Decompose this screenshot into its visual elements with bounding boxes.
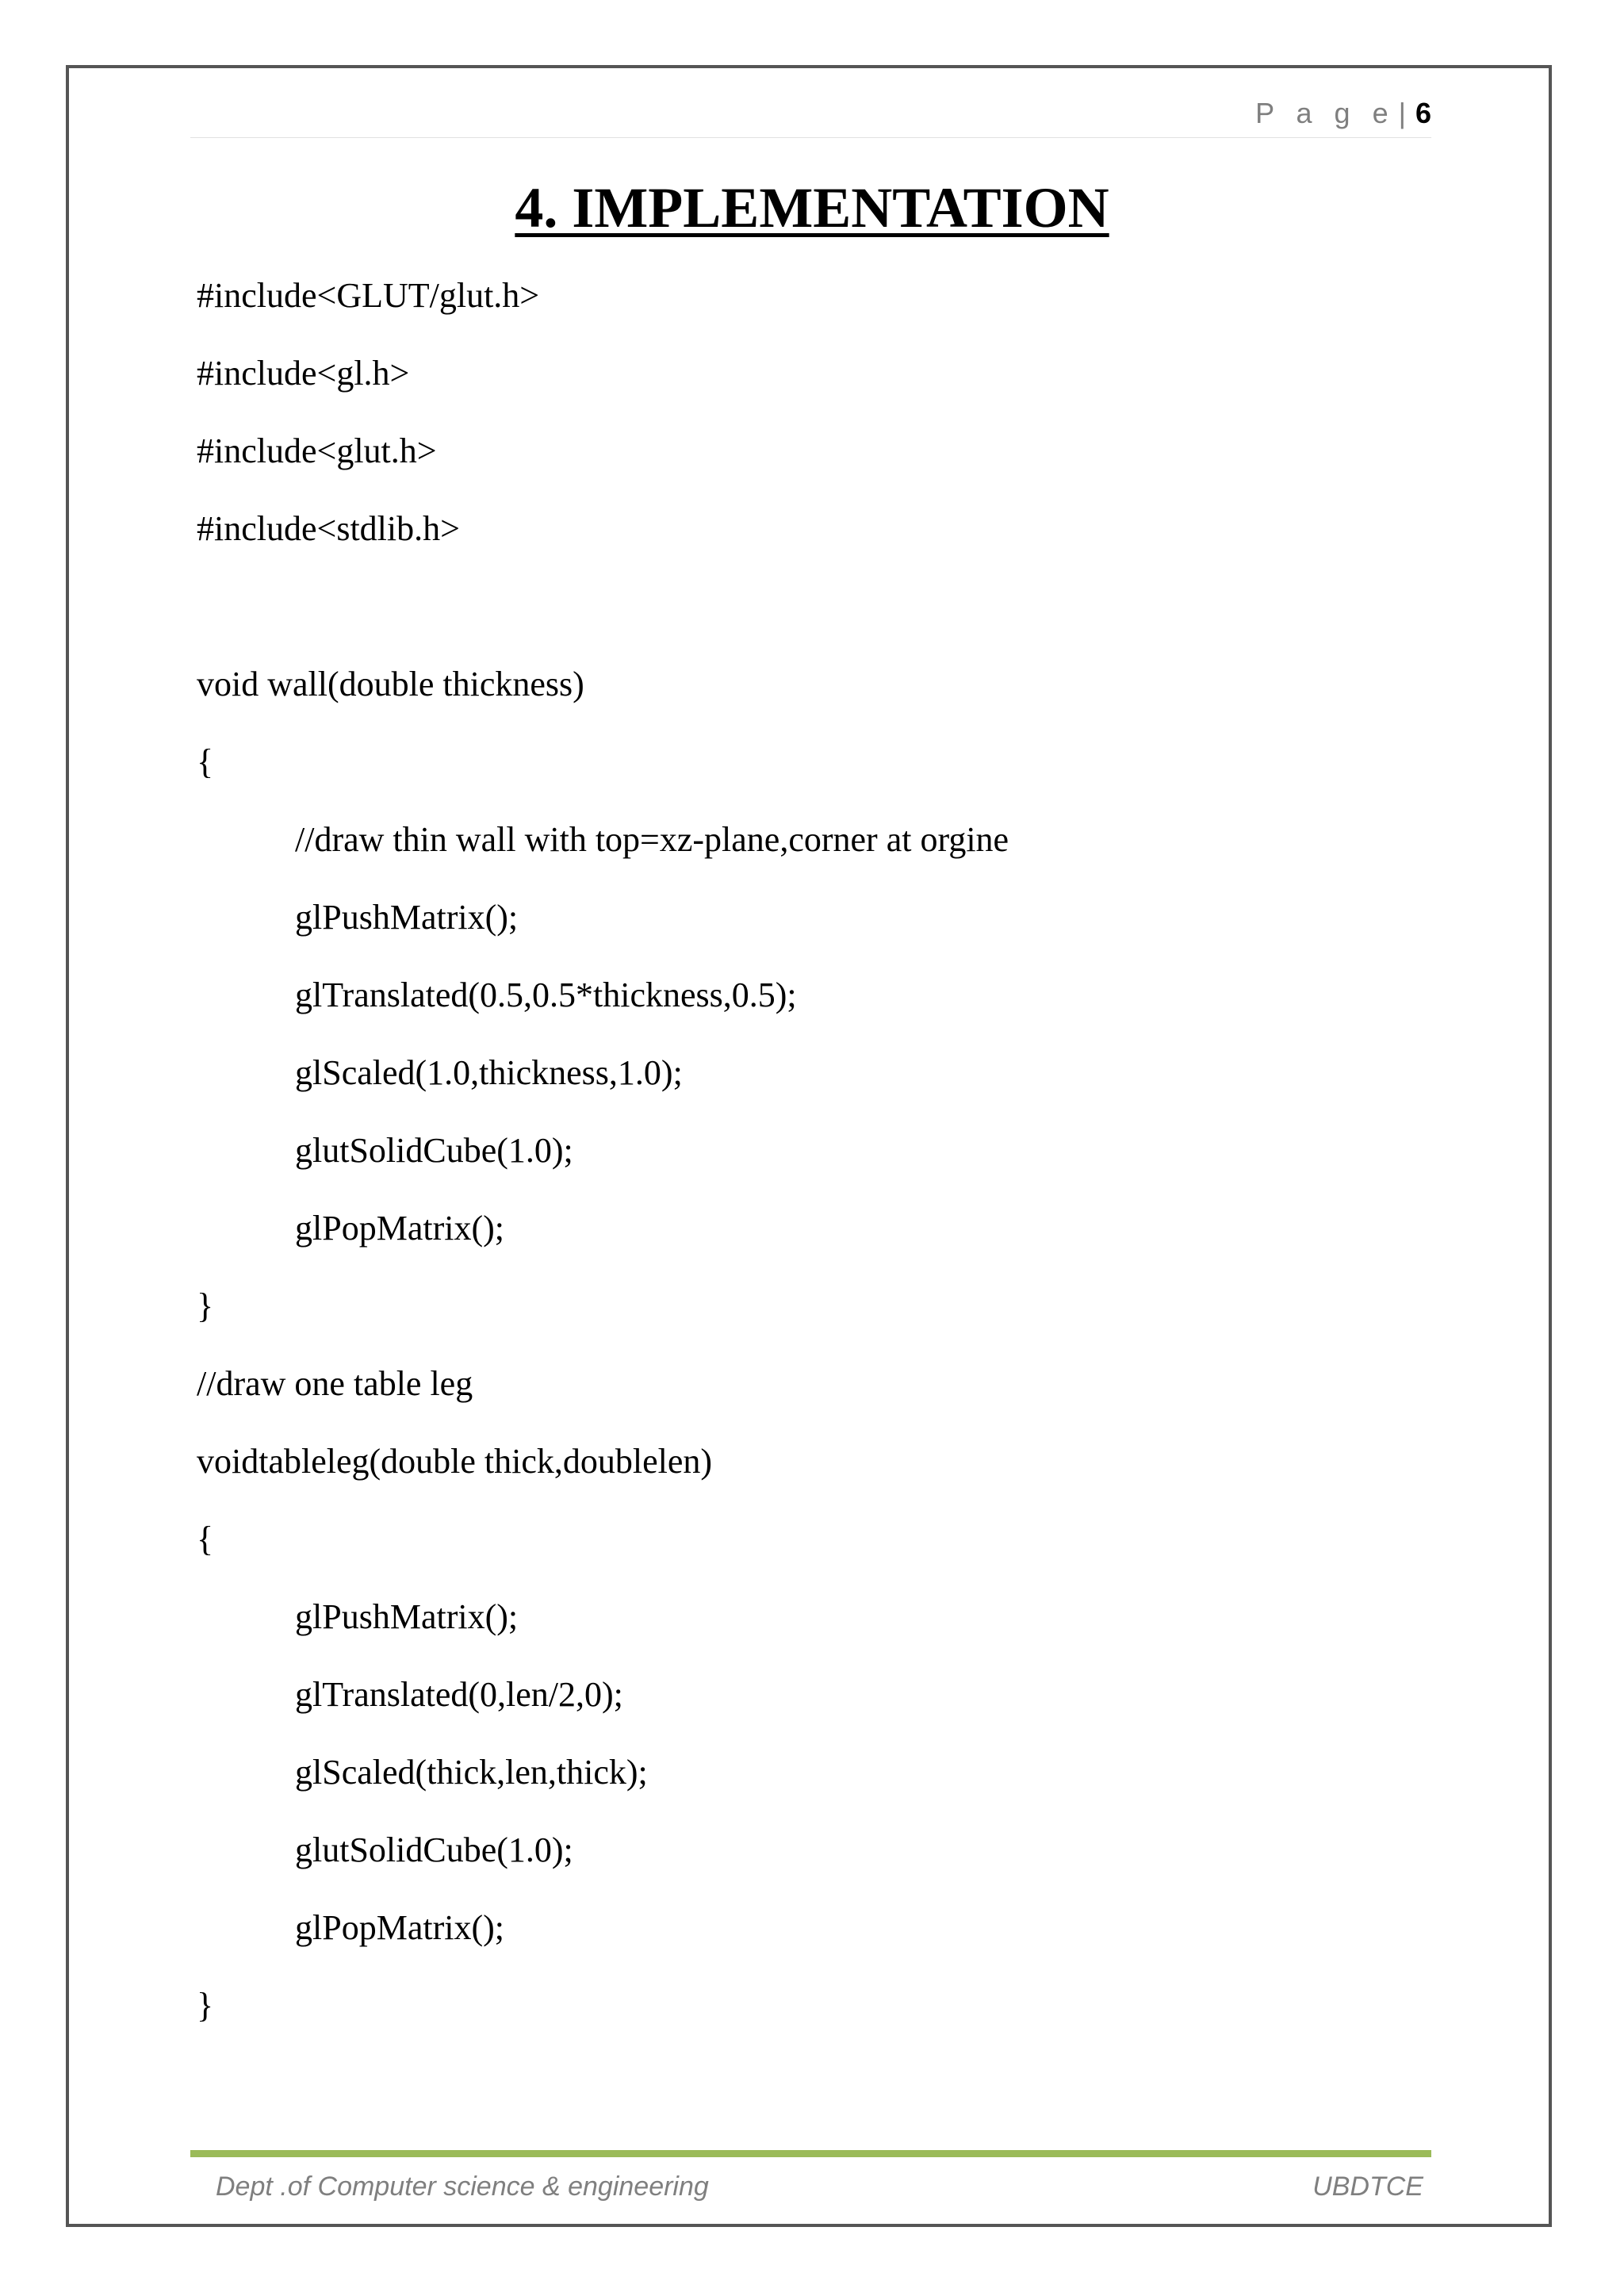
footer-rule bbox=[190, 2150, 1431, 2157]
code-line bbox=[197, 581, 1009, 658]
footer-institution: UBDTCE bbox=[1312, 2171, 1423, 2202]
code-line: glScaled(1.0,thickness,1.0); bbox=[295, 1053, 683, 1092]
code-line: //draw one table leg bbox=[197, 1364, 473, 1403]
code-line: glPopMatrix(); bbox=[295, 1908, 504, 1947]
page-header bbox=[190, 94, 1431, 138]
page-number: 6 bbox=[1415, 97, 1431, 129]
code-line: #include<glut.h> bbox=[197, 431, 437, 470]
code-line: glTranslated(0,len/2,0); bbox=[295, 1675, 623, 1714]
code-line: glTranslated(0.5,0.5*thickness,0.5); bbox=[295, 976, 797, 1014]
code-line: glPopMatrix(); bbox=[295, 1209, 504, 1248]
code-line: #include<stdlib.h> bbox=[197, 509, 460, 548]
code-line: { bbox=[197, 1520, 214, 1558]
code-line: void wall(double thickness) bbox=[197, 665, 584, 703]
code-line: } bbox=[197, 1286, 214, 1325]
code-line: //draw thin wall with top=xz-plane,corner at orgine bbox=[295, 820, 1009, 859]
code-listing bbox=[197, 270, 1009, 2057]
footer-department: Dept .of Computer science & engineering bbox=[216, 2171, 709, 2202]
code-line: glutSolidCube(1.0); bbox=[295, 1131, 573, 1170]
code-line: #include<gl.h> bbox=[197, 354, 410, 393]
code-line: { bbox=[197, 742, 214, 781]
code-line: } bbox=[197, 1986, 214, 2025]
section-title: 4. IMPLEMENTATION bbox=[515, 176, 1109, 240]
code-line: glPushMatrix(); bbox=[295, 898, 519, 937]
page-separator: | bbox=[1398, 97, 1406, 129]
page-label: P a g e bbox=[1255, 97, 1396, 129]
code-line: #include<GLUT/glut.h> bbox=[197, 276, 540, 315]
code-line: glPushMatrix(); bbox=[295, 1597, 519, 1636]
code-line: voidtableleg(double thick,doublelen) bbox=[197, 1442, 713, 1481]
page-number-label bbox=[1255, 97, 1431, 130]
code-line: glScaled(thick,len,thick); bbox=[295, 1753, 648, 1792]
code-line: glutSolidCube(1.0); bbox=[295, 1830, 573, 1869]
